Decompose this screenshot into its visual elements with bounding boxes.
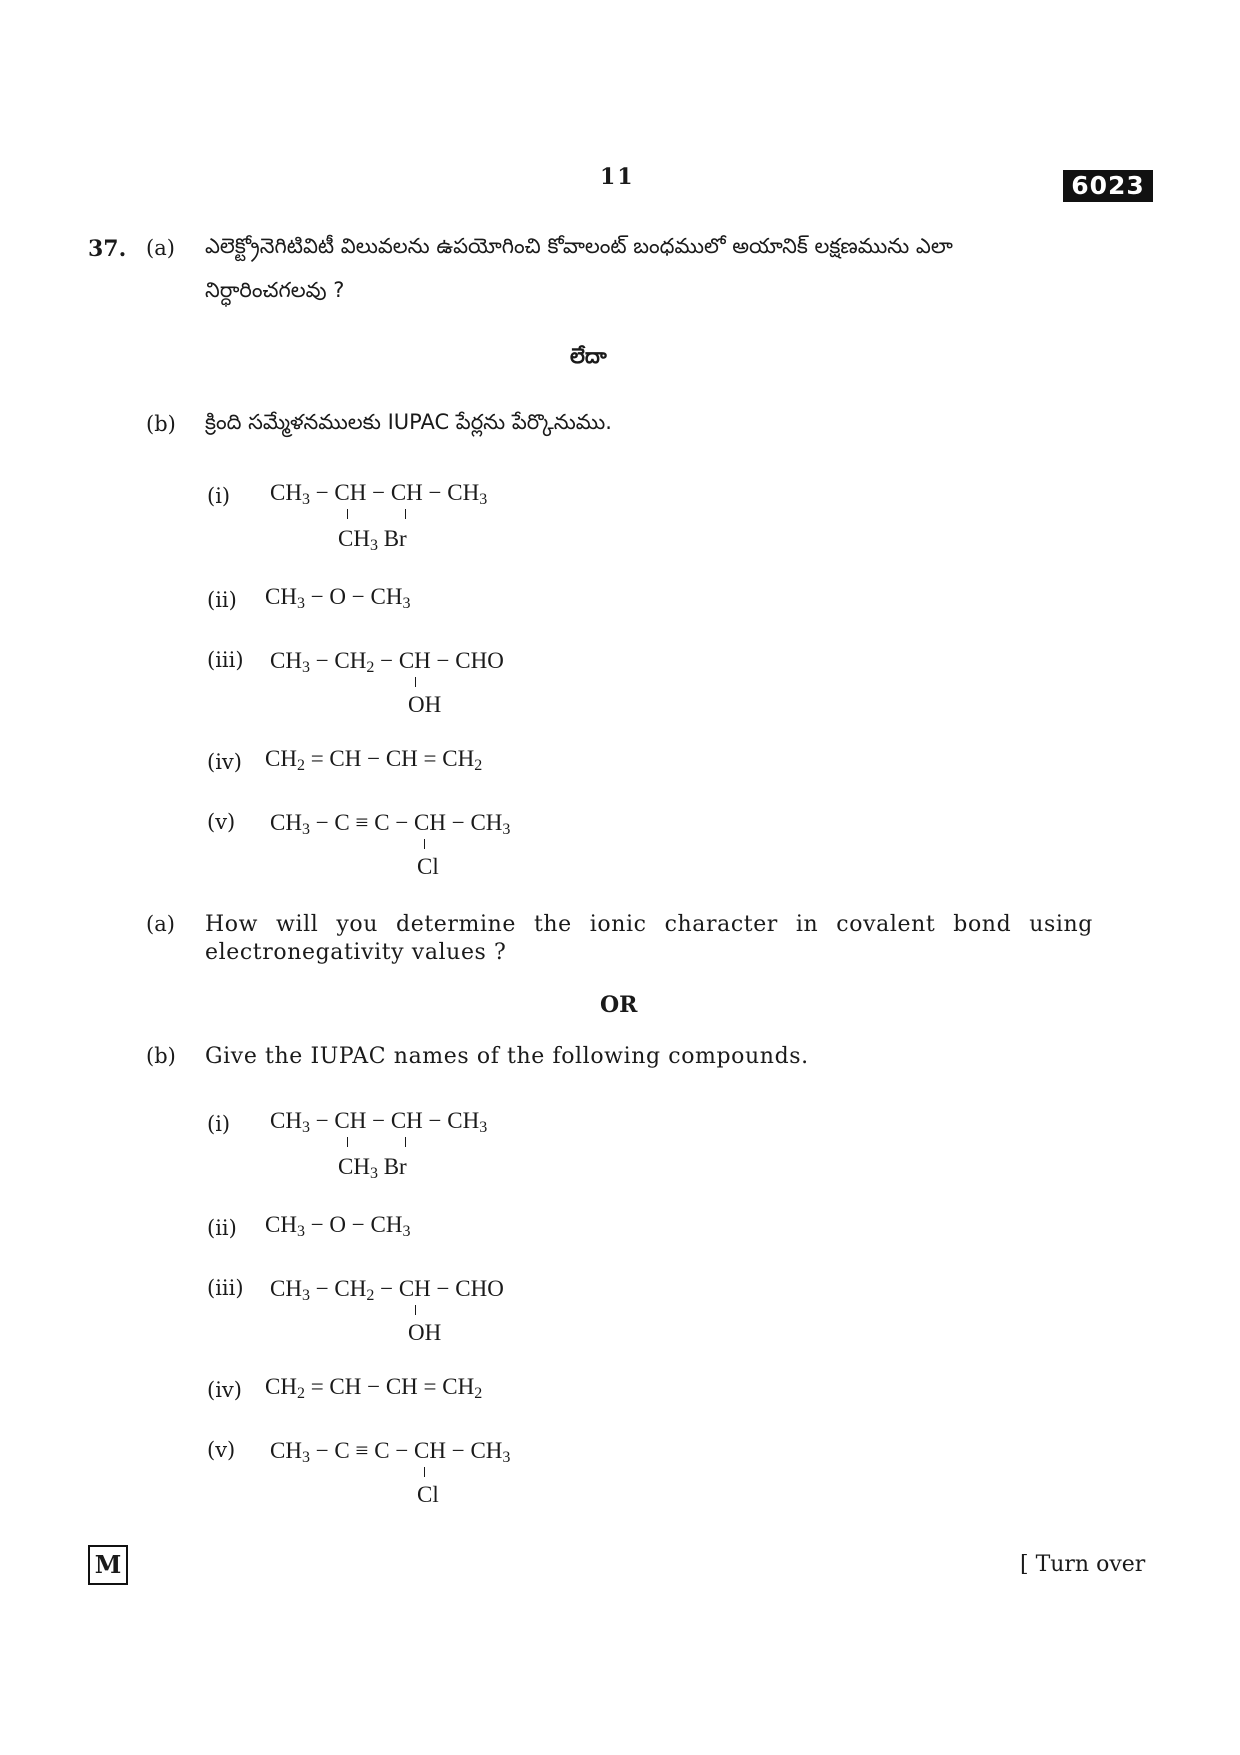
part-a-text-english-line2: electronegativity values ?: [205, 940, 507, 965]
bond-line: [424, 1467, 425, 1477]
bond-line: [415, 677, 416, 687]
compound-label-v: (v): [207, 810, 236, 834]
bond-line: [424, 839, 425, 849]
bond-line: [347, 509, 348, 519]
part-a-label-english: (a): [146, 912, 175, 936]
compound-iii-substituent: OH: [408, 692, 442, 717]
compound-label-iv: (iv): [207, 750, 242, 774]
compound-label-iii: (iii): [207, 1276, 244, 1300]
compound-ii-formula: $CH_3 - O - CH_3$: [265, 1212, 411, 1240]
compound-iv-formula: $CH_2$ = CH − CH = $CH_2$: [265, 1374, 483, 1402]
compound-label-ii: (ii): [207, 588, 237, 612]
or-english: OR: [600, 992, 638, 1018]
paper-code-badge: 6023: [1063, 170, 1153, 202]
part-a-text-telugu-line1: ఎలెక్ట్రోనెగిటివిటీ విలువలను ఉపయోగించి కోవాలంట్ బంధములో అయానిక్ లక్షణమును ఎలా: [205, 234, 953, 258]
compound-iii-formula: $CH_3 - CH_2$ − CH − CHO: [270, 648, 504, 676]
compound-v-substituent: Cl: [417, 854, 439, 879]
bond-line: [347, 1137, 348, 1147]
compound-label-i: (i): [207, 1112, 231, 1136]
part-b-label-telugu: (b): [146, 412, 176, 436]
compound-ii-formula: $CH_3 - O - CH_3$: [265, 584, 411, 612]
compound-iv-formula: $CH_2$ = CH − CH = $CH_2$: [265, 746, 483, 774]
part-b-text-telugu: క్రింది సమ్మేళనములకు IUPAC పేర్లను పేర్కొనుము.: [205, 410, 612, 434]
compound-i-substituents: $CH_3$ Br: [338, 1154, 407, 1182]
compound-label-iii: (iii): [207, 648, 244, 672]
compound-i-substituents: $CH_3$ Br: [338, 526, 407, 554]
medium-mark-box: M: [88, 1545, 128, 1585]
bond-line: [405, 1137, 406, 1147]
compound-i-formula: $CH_3$ − CH − CH − $CH_3$: [270, 480, 488, 508]
turn-over-text: [ Turn over: [1020, 1552, 1146, 1577]
compound-iii-substituent: OH: [408, 1320, 442, 1345]
part-b-label-english: (b): [146, 1044, 176, 1068]
part-b-text-english: Give the IUPAC names of the following compounds.: [205, 1044, 809, 1069]
or-telugu: లేదా: [570, 344, 607, 368]
compound-v-substituent: Cl: [417, 1482, 439, 1507]
compound-label-v: (v): [207, 1438, 236, 1462]
compound-v-formula: $CH_3 - C \equiv C$ − CH − $CH_3$: [270, 810, 511, 838]
compound-i-formula: $CH_3$ − CH − CH − $CH_3$: [270, 1108, 488, 1136]
compound-label-ii: (ii): [207, 1216, 237, 1240]
part-a-label-telugu: (a): [146, 236, 175, 260]
bond-line: [405, 509, 406, 519]
compound-label-i: (i): [207, 484, 231, 508]
part-a-text-english-line1: How will you determine the ionic character in covalent bond using: [205, 912, 1093, 937]
compound-v-formula: $CH_3 - C \equiv C$ − CH − $CH_3$: [270, 1438, 511, 1466]
compound-label-iv: (iv): [207, 1378, 242, 1402]
part-a-text-telugu-line2: నిర్ధారించగలవు ?: [205, 278, 345, 302]
page-number: 11: [600, 164, 635, 190]
question-number: 37.: [88, 236, 127, 262]
bond-line: [415, 1305, 416, 1315]
compound-iii-formula: $CH_3 - CH_2$ − CH − CHO: [270, 1276, 504, 1304]
